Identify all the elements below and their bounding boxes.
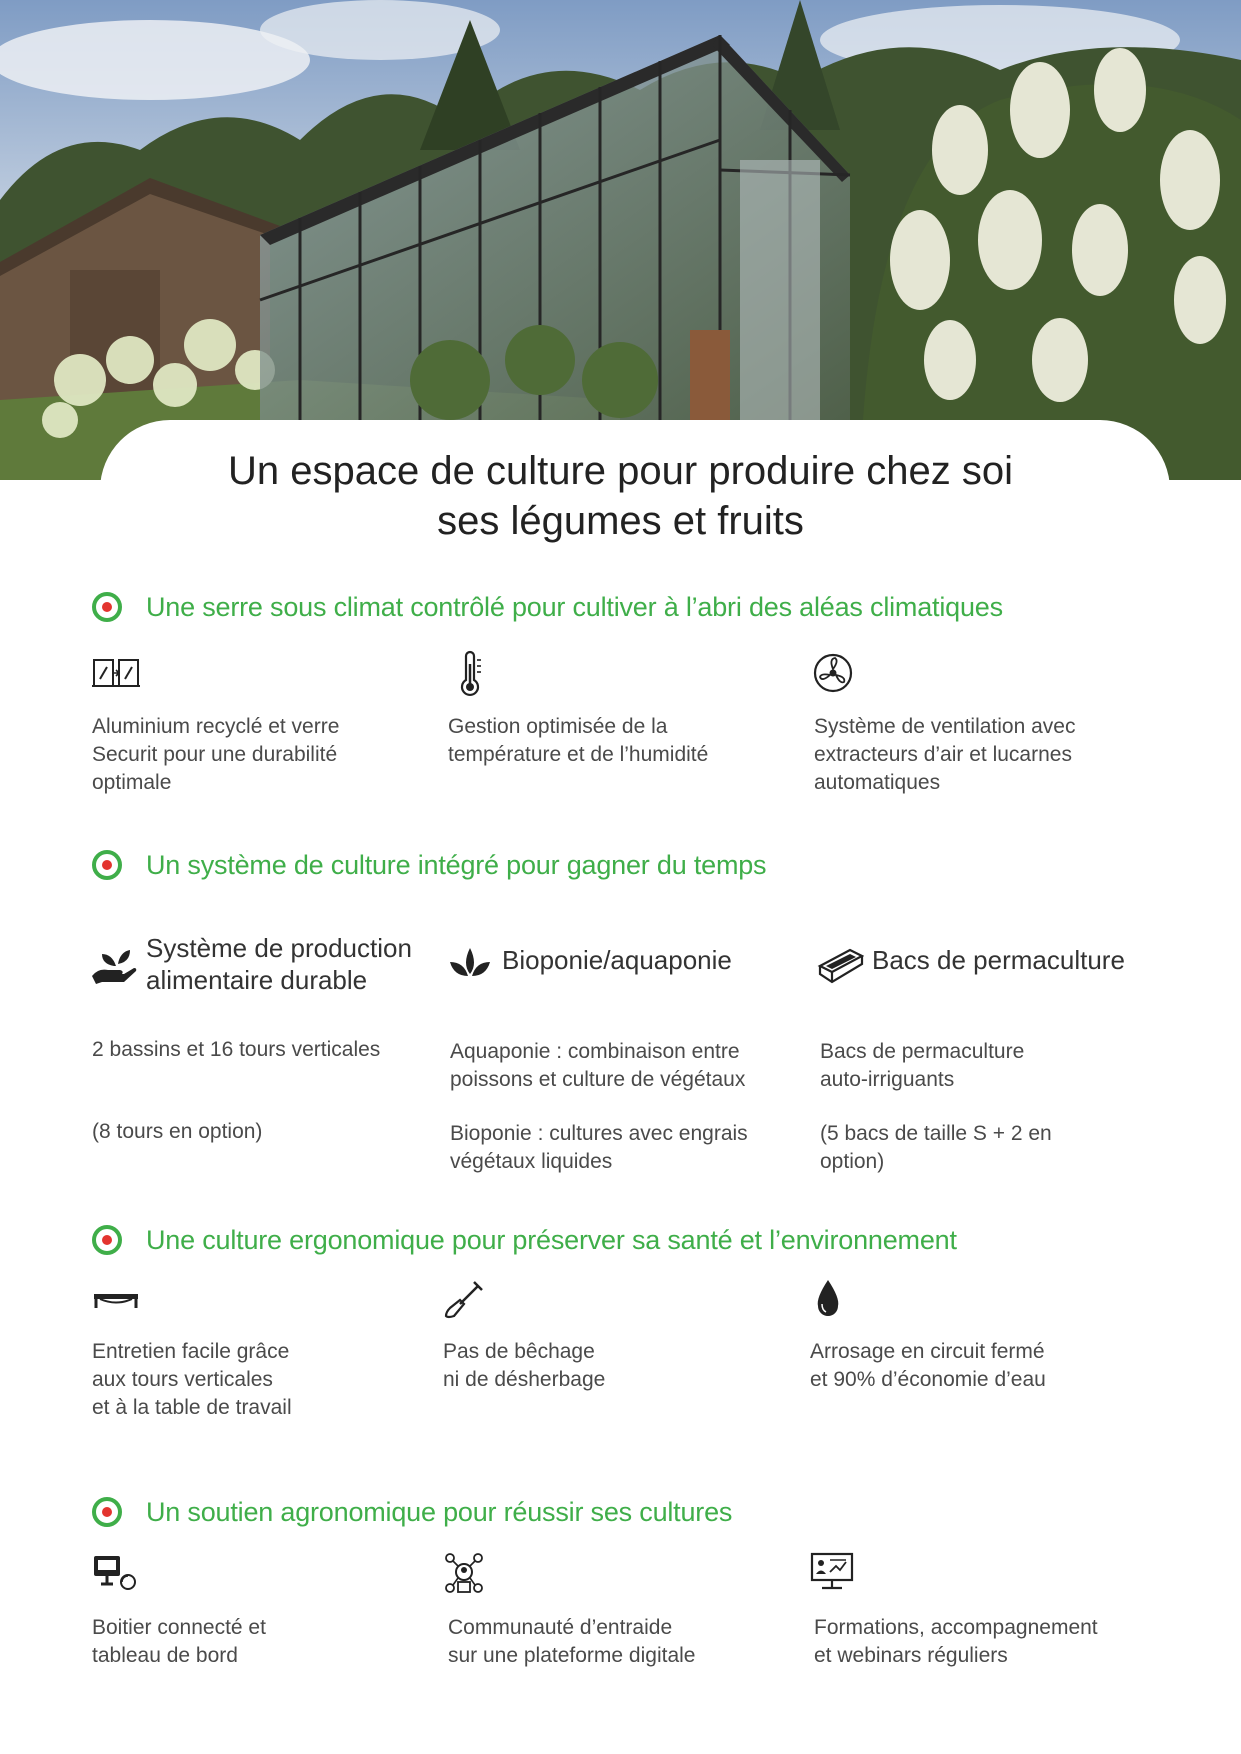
community-network-icon [440, 1550, 488, 1598]
feature-text: Aquaponie : combinaison entre poissons et culture de végétaux [450, 1040, 746, 1091]
section-title: Un système de culture intégré pour gagner du temps [146, 849, 767, 880]
bullet-icon [92, 1497, 122, 1527]
feature-text: Arrosage en circuit fermé et 90% d’économie d’eau [810, 1340, 1046, 1391]
feature-text: (8 tours en option) [92, 1120, 263, 1143]
webinar-screen-icon [808, 1548, 856, 1596]
feature-text: Pas de bêchage ni de désherbage [443, 1340, 606, 1391]
spade-icon [440, 1276, 488, 1324]
section-heading-climate [92, 590, 1003, 624]
planter-box-icon [816, 940, 864, 988]
hand-seedling-icon [90, 940, 138, 988]
section-heading-ergonomic [92, 1223, 957, 1257]
hero-photo [0, 0, 1241, 480]
feature-text: Communauté d’entraide sur une plateforme digitale [448, 1616, 696, 1667]
feature-text: Système de ventilation avec extracteurs d’air et lucarnes automatiques [814, 715, 1076, 794]
page-title-line2: ses légumes et fruits [437, 499, 804, 543]
work-table-icon [92, 1276, 140, 1324]
bullet-icon [92, 592, 122, 622]
feature-text: Aluminium recyclé et verre Securit pour une durabilité optimale [92, 715, 340, 794]
subsection-title: Bacs de permaculture [872, 945, 1125, 975]
page-title-line1: Un espace de culture pour produire chez soi [228, 449, 1013, 493]
section-heading-integrated [92, 848, 766, 882]
feature-text: Bioponie : cultures avec engrais végétaux liquides [450, 1122, 748, 1173]
subsection-title: Système de production alimentaire durable [146, 933, 412, 995]
feature-text: Gestion optimisée de la température et de l’humidité [448, 715, 709, 766]
bullet-icon [92, 850, 122, 880]
section-heading-support [92, 1495, 732, 1529]
leaves-icon [446, 940, 494, 988]
feature-text: Entretien facile grâce aux tours verticales et à la table de travail [92, 1340, 292, 1419]
bullet-icon [92, 1225, 122, 1255]
fan-icon [809, 649, 857, 697]
greenhouse-photo [0, 0, 1241, 480]
feature-text: Bacs de permaculture auto-irriguants [820, 1040, 1025, 1091]
feature-text: (5 bacs de taille S + 2 en option) [820, 1122, 1052, 1173]
section-title: Un soutien agronomique pour réussir ses cultures [146, 1496, 733, 1527]
thermometer-icon [446, 650, 494, 698]
page-title [0, 446, 1241, 546]
connected-box-icon [92, 1550, 140, 1598]
water-drop-icon [804, 1274, 852, 1322]
subsection-title: Bioponie/aquaponie [502, 945, 732, 975]
feature-text: 2 bassins et 16 tours verticales [92, 1038, 381, 1061]
feature-text: Formations, accompagnement et webinars réguliers [814, 1616, 1098, 1667]
section-title: Une serre sous climat contrôlé pour cultiver à l’abri des aléas climatiques [146, 591, 1003, 622]
window-panel-icon [92, 652, 140, 700]
section-title: Une culture ergonomique pour préserver sa santé et l’environnement [146, 1224, 957, 1255]
feature-text: Boitier connecté et tableau de bord [92, 1616, 266, 1667]
